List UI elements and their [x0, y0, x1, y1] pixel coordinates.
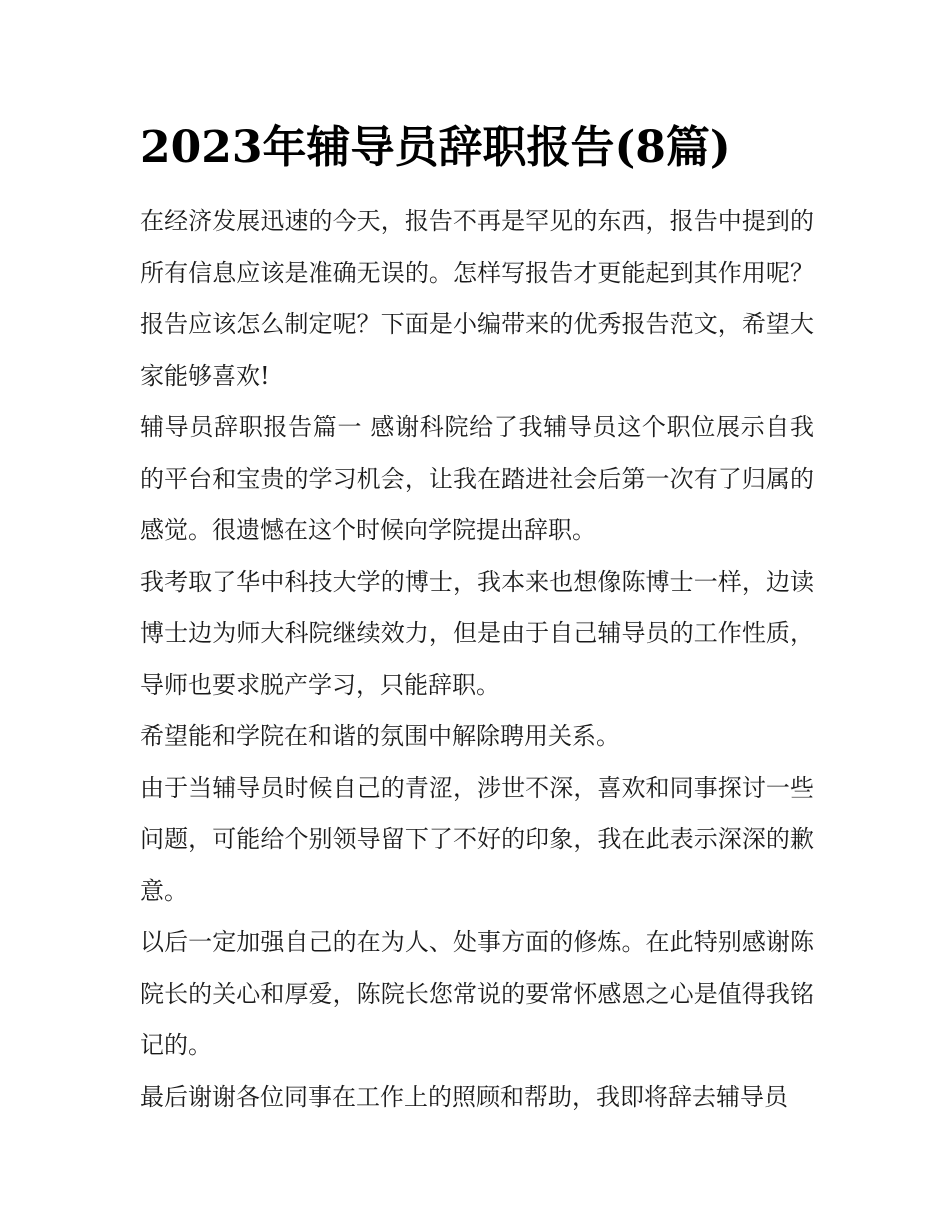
document-body [140, 196, 814, 1123]
paragraph-apology: 由于当辅导员时候自己的青涩，涉世不深，喜欢和同事探讨一些问题，可能给个别领导留下了不好的印象，我在此表示深深的歉意。 [140, 773, 814, 905]
paragraph-intro: 在经济发展迅速的今天，报告不再是罕见的东西，报告中提到的所有信息应该是准确无误的。怎样写报告才更能起到其作用呢？报告应该怎么制定呢？下面是小编带来的优秀报告范文，希望大家能够喜欢! [140, 207, 814, 390]
paragraph-gratitude: 以后一定加强自己的在为人、处事方面的修炼。在此特别感谢陈院长的关心和厚爱，陈院长您常说的要常怀感恩之心是值得我铭记的。 [140, 928, 814, 1059]
document-title: 2023年辅导员辞职报告(8篇) [140, 122, 731, 173]
paragraph-thanks: 辅导员辞职报告篇一 感谢科院给了我辅导员这个职位展示自我的平台和宝贵的学习机会，让我在踏进社会后第一次有了归属的感觉。很遗憾在这个时候向学院提出辞职。 [140, 413, 814, 544]
paragraph-reason: 我考取了华中科技大学的博士，我本来也想像陈博士一样，边读博士边为师大科院继续效力，但是由于自己辅导员的工作性质，导师也要求脱产学习，只能辞职。 [140, 567, 814, 699]
paragraph-hope: 希望能和学院在和谐的氛围中解除聘用关系。 [140, 722, 620, 750]
paragraph-closing: 最后谢谢各位同事在工作上的照顾和帮助，我即将辞去辅导员 [140, 1082, 788, 1111]
